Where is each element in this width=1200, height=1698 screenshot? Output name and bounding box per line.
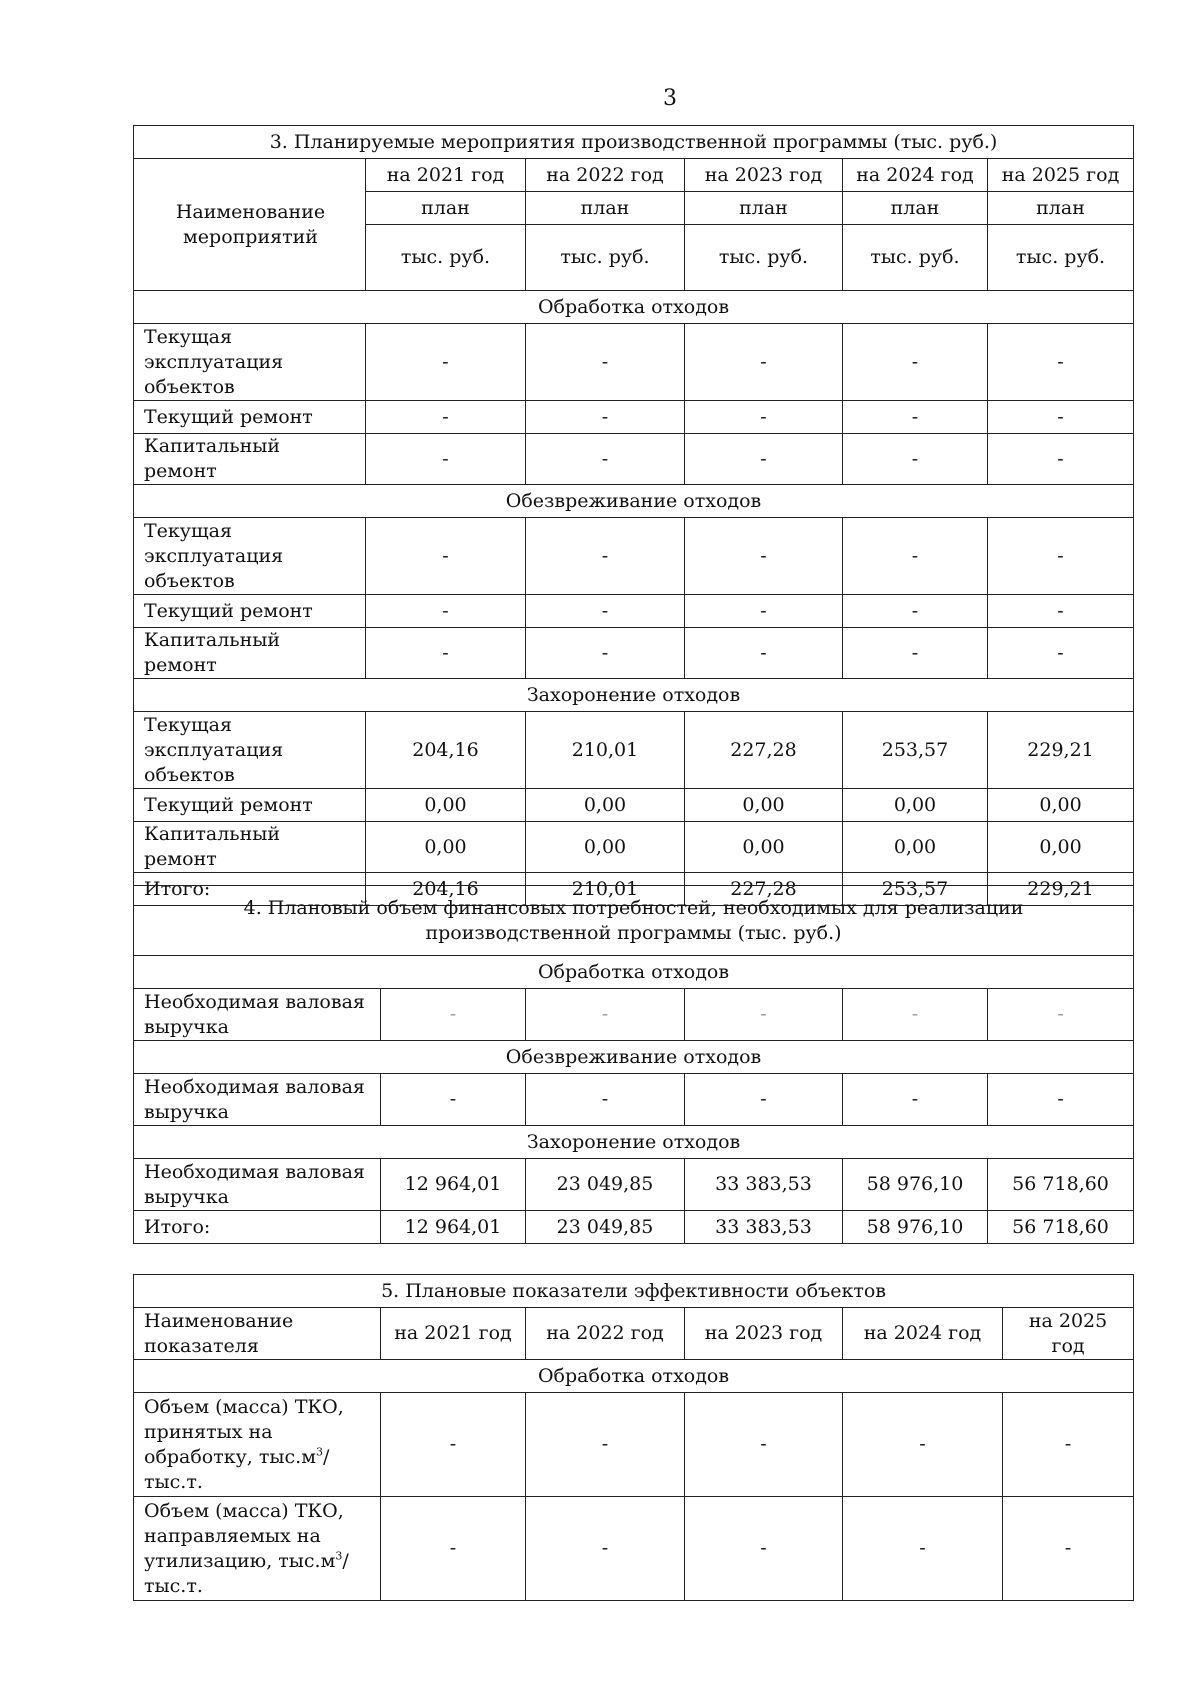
table-cell: 23 049,85 xyxy=(526,1159,685,1211)
column-header-unit: тыс. руб. xyxy=(988,225,1134,291)
table-cell: - xyxy=(366,595,526,628)
table-cell: - xyxy=(685,595,843,628)
column-header-unit: тыс. руб. xyxy=(685,225,843,291)
table-cell: - xyxy=(988,1074,1134,1126)
table-cell: - xyxy=(526,518,685,595)
table-cell: 229,21 xyxy=(988,712,1134,789)
table-cell: 0,00 xyxy=(366,822,526,873)
column-header-year: на 2022 год xyxy=(526,1308,685,1360)
table-cell: - xyxy=(381,1497,526,1601)
table-cell: - xyxy=(526,595,685,628)
table-cell: - xyxy=(366,434,526,485)
table-cell: 0,00 xyxy=(843,789,988,822)
table-cell: - xyxy=(988,434,1134,485)
table-cell: - xyxy=(526,1497,685,1601)
table-cell: - xyxy=(366,401,526,434)
table-cell: - xyxy=(381,1074,526,1126)
column-header-year: на 2023 год xyxy=(685,159,843,192)
row-label: Необходимая валовая выручка xyxy=(134,1074,381,1126)
table-cell: - xyxy=(843,595,988,628)
table-cell: 253,57 xyxy=(843,712,988,789)
row-label xyxy=(134,1393,381,1497)
row-label-text: Объем (масса) ТКО, принятых на обработку, тыс.м xyxy=(144,1395,344,1468)
column-header-activity-name: Наименование мероприятий xyxy=(134,159,366,291)
table-cell: - xyxy=(988,324,1134,401)
column-header-year: на 2022 год xyxy=(526,159,685,192)
table-cell: - xyxy=(685,1393,843,1497)
total-cell: 227,28 xyxy=(685,873,843,906)
row-label-unit: /тыс.т. xyxy=(144,1549,349,1597)
total-cell: 253,57 xyxy=(843,873,988,906)
table-cell: - xyxy=(526,401,685,434)
column-header-indicator-name: Наименование показателя xyxy=(134,1308,381,1360)
total-cell: 210,01 xyxy=(526,873,685,906)
table-cell: 0,00 xyxy=(526,789,685,822)
table-title: 5. Плановые показатели эффективности объектов xyxy=(134,1275,1134,1308)
table-cell: 0,00 xyxy=(843,822,988,873)
row-label: Необходимая валовая выручка xyxy=(134,989,381,1041)
row-label: Текущая эксплуатация объектов xyxy=(134,324,366,401)
table-cell: - xyxy=(843,1393,1003,1497)
row-label: Текущая эксплуатация объектов xyxy=(134,712,366,789)
section-header: Захоронение отходов xyxy=(134,1126,1134,1159)
table-cell: - xyxy=(685,518,843,595)
row-label xyxy=(134,1497,381,1601)
table-cell: - xyxy=(1003,1497,1134,1601)
table-cell: 58 976,10 xyxy=(843,1159,988,1211)
section-header: Обезвреживание отходов xyxy=(134,485,1134,518)
column-header-year: на 2023 год xyxy=(685,1308,843,1360)
table-cell: 227,28 xyxy=(685,712,843,789)
table-cell: - xyxy=(366,628,526,679)
table-cell: 0,00 xyxy=(988,789,1134,822)
table-cell: 56 718,60 xyxy=(988,1159,1134,1211)
table-cell: - xyxy=(685,989,843,1041)
table-cell: 0,00 xyxy=(685,789,843,822)
page-number: 3 xyxy=(663,86,677,111)
table-cell: - xyxy=(526,324,685,401)
table-cell: 12 964,01 xyxy=(381,1159,526,1211)
column-header-unit: тыс. руб. xyxy=(366,225,526,291)
table-cell: 33 383,53 xyxy=(685,1159,843,1211)
table-cell: - xyxy=(988,628,1134,679)
column-header-plan: план xyxy=(366,192,526,225)
table-cell: - xyxy=(988,989,1134,1041)
column-header-plan: план xyxy=(685,192,843,225)
table-cell: - xyxy=(685,401,843,434)
column-header-year: на 2024 год xyxy=(843,1308,1003,1360)
row-label: Текущий ремонт xyxy=(134,401,366,434)
superscript: 3 xyxy=(315,1445,323,1459)
total-label: Итого: xyxy=(134,1211,381,1244)
section-header: Захоронение отходов xyxy=(134,679,1134,712)
table-cell: - xyxy=(366,518,526,595)
table-cell: 210,01 xyxy=(526,712,685,789)
table-cell: 0,00 xyxy=(526,822,685,873)
table-cell: 204,16 xyxy=(366,712,526,789)
table-cell: - xyxy=(526,1393,685,1497)
table-cell: - xyxy=(843,1497,1003,1601)
total-cell: 12 964,01 xyxy=(381,1211,526,1244)
table-cell: - xyxy=(843,324,988,401)
efficiency-indicators-table xyxy=(133,1274,1134,1601)
planned-activities-table xyxy=(133,125,1134,906)
column-header-year: на 2025 год xyxy=(1003,1308,1134,1360)
table-cell: - xyxy=(843,628,988,679)
total-cell: 58 976,10 xyxy=(843,1211,988,1244)
table-cell: - xyxy=(988,401,1134,434)
row-label: Капитальный ремонт xyxy=(134,822,366,873)
section-header: Обезвреживание отходов xyxy=(134,1041,1134,1074)
table-cell: 0,00 xyxy=(366,789,526,822)
column-header-plan: план xyxy=(988,192,1134,225)
total-cell: 229,21 xyxy=(988,873,1134,906)
row-label-unit: /тыс.т. xyxy=(144,1445,330,1493)
table-cell: 0,00 xyxy=(685,822,843,873)
row-label-text: Объем (масса) ТКО, направляемых на утилизацию, тыс.м xyxy=(144,1499,344,1572)
table-cell: 0,00 xyxy=(988,822,1134,873)
column-header-year: на 2021 год xyxy=(381,1308,526,1360)
table-cell: - xyxy=(843,401,988,434)
table-cell: - xyxy=(843,434,988,485)
total-cell: 33 383,53 xyxy=(685,1211,843,1244)
column-header-plan: план xyxy=(526,192,685,225)
table-cell: - xyxy=(526,434,685,485)
section-header: Обработка отходов xyxy=(134,1360,1134,1393)
table-cell: - xyxy=(1003,1393,1134,1497)
column-header-year: на 2024 год xyxy=(843,159,988,192)
row-label: Текущий ремонт xyxy=(134,595,366,628)
table-cell: - xyxy=(526,1074,685,1126)
total-cell: 23 049,85 xyxy=(526,1211,685,1244)
column-header-year: на 2025 год xyxy=(988,159,1134,192)
section-header: Обработка отходов xyxy=(134,956,1134,989)
row-label: Капитальный ремонт xyxy=(134,628,366,679)
column-header-unit: тыс. руб. xyxy=(526,225,685,291)
column-header-year: на 2021 год xyxy=(366,159,526,192)
total-cell: 204,16 xyxy=(366,873,526,906)
table-cell: - xyxy=(685,324,843,401)
total-label: Итого: xyxy=(134,873,366,906)
table-cell: - xyxy=(366,324,526,401)
table-cell: - xyxy=(685,628,843,679)
total-cell: 56 718,60 xyxy=(988,1211,1134,1244)
row-label: Текущий ремонт xyxy=(134,789,366,822)
row-label: Необходимая валовая выручка xyxy=(134,1159,381,1211)
table-cell: - xyxy=(526,989,685,1041)
table-cell: - xyxy=(843,1074,988,1126)
table-cell: - xyxy=(843,989,988,1041)
table-cell: - xyxy=(843,518,988,595)
table-cell: - xyxy=(685,434,843,485)
section-header: Обработка отходов xyxy=(134,291,1134,324)
table-cell: - xyxy=(381,989,526,1041)
table-cell: - xyxy=(988,595,1134,628)
table-title: 4. Плановый объем финансовых потребностей, необходимых для реализации производственной программы (тыс. руб.) xyxy=(134,886,1134,956)
row-label: Капитальный ремонт xyxy=(134,434,366,485)
table-cell: - xyxy=(988,518,1134,595)
table-cell: - xyxy=(685,1074,843,1126)
table-cell: - xyxy=(685,1497,843,1601)
table-cell: - xyxy=(381,1393,526,1497)
financial-needs-table xyxy=(133,885,1134,1244)
column-header-unit: тыс. руб. xyxy=(843,225,988,291)
superscript: 3 xyxy=(335,1549,343,1563)
column-header-plan: план xyxy=(843,192,988,225)
row-label: Текущая эксплуатация объектов xyxy=(134,518,366,595)
table-cell: - xyxy=(526,628,685,679)
table-title: 3. Планируемые мероприятия производственной программы (тыс. руб.) xyxy=(134,126,1134,159)
